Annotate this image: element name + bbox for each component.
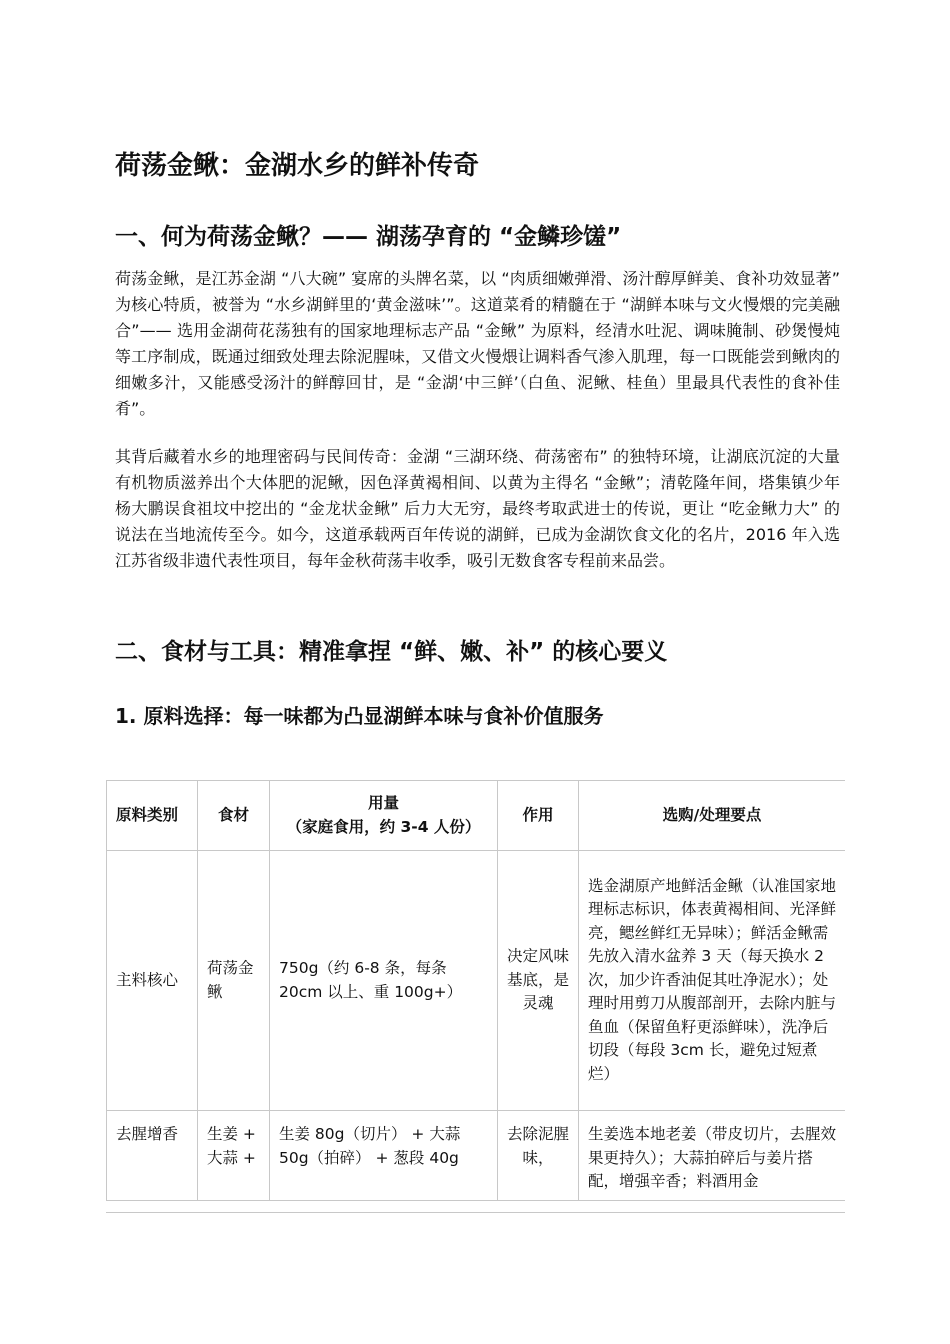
header-purpose: 作用	[498, 781, 579, 851]
cell-tips: 选金湖原产地鲜活金鳅（认准国家地理标志标识，体表黄褐相间、光泽鲜亮，鳃丝鲜红无异味）；鲜活金鳅需先放入清水盆养 3 天（每天换水 2 次，加少许香油促其吐净泥水）；处理时用剪刀从腹部剖开，去除内脏与鱼血（保留鱼籽更添鲜味），洗净后切段（每段 3cm 长，避免过短煮烂）	[579, 851, 846, 1111]
cell-category: 去腥增香	[107, 1111, 198, 1201]
section-heading-ingredients: 二、食材与工具：精准拿捏 “鲜、嫩、补” 的核心要义	[115, 639, 668, 665]
table-row	[107, 851, 846, 1111]
header-amount	[270, 781, 498, 851]
table-header-row	[107, 781, 846, 851]
cell-amount: 750g（约 6-8 条，每条 20cm 以上、重 100g+）	[270, 851, 498, 1111]
cell-purpose: 决定风味基底，是灵魂	[498, 851, 579, 1111]
cell-ingredient: 荷荡金鳅	[198, 851, 270, 1111]
section-heading-what-is: 一、何为荷荡金鳅？—— 湖荡孕育的 “金鳞珍馐”	[115, 224, 622, 250]
ingredients-table	[106, 780, 845, 1201]
page-title: 荷荡金鳅：金湖水乡的鲜补传奇	[115, 151, 480, 181]
cell-ingredient: 生姜 + 大蒜 +	[198, 1111, 270, 1201]
header-ingredient: 食材	[198, 781, 270, 851]
subsection-heading-raw-materials: 1. 原料选择：每一味都为凸显湖鲜本味与食补价值服务	[115, 704, 604, 728]
table-row	[107, 1111, 846, 1201]
legend-paragraph: 其背后藏着水乡的地理密码与民间传奇：金湖 “三湖环绕、荷荡密布” 的独特环境，让湖底沉淀的大量有机物质滋养出个大体肥的泥鳅，因色泽黄褐相间、以黄为主得名 “金鳅”；清乾隆年间，塔集镇少年杨大鹏误食祖坟中挖出的 “金龙状金鳅” 后力大无穷，最终考取武进士的传说，更让 “吃金鳅力大” 的说法在当地流传至今。如今，这道承载两百年传说的湖鲜，已成为金湖饮食文化的名片，2016 年入选江苏省级非遗代表性项目，每年金秋荷荡丰收季，吸引无数食客专程前来品尝。	[115, 447, 840, 570]
cell-amount: 生姜 80g（切片） + 大蒜 50g（拍碎） + 葱段 40g	[270, 1111, 498, 1201]
header-category: 原料类别	[107, 781, 198, 851]
header-tips: 选购/处理要点	[579, 781, 846, 851]
header-amount-line2: （家庭食用，约 3-4 人份）	[286, 817, 481, 836]
header-amount-line1: 用量	[367, 794, 399, 812]
intro-paragraph: 荷荡金鳅，是江苏金湖 “八大碗” 宴席的头牌名菜，以 “肉质细嫩弹滑、汤汁醇厚鲜美、食补功效显著” 为核心特质，被誉为 “水乡湖鲜里的‘黄金滋味’”。这道菜肴的精髓在于 “湖鲜本味与文火慢煨的完美融合”—— 选用金湖荷花荡独有的国家地理标志产品 “金鳅” 为原料，经清水吐泥、调味腌制、砂煲慢炖等工序制成，既通过细致处理去除泥腥味，又借文火慢煨让调料香气渗入肌理，每一口既能尝到鳅肉的细嫩多汁，又能感受汤汁的鲜醇回甘，是 “金湖‘中三鲜’（白鱼、泥鳅、桂鱼）里最具代表性的食补佳肴”。	[115, 269, 840, 418]
cell-tips: 生姜选本地老姜（带皮切片，去腥效果更持久）；大蒜拍碎后与姜片搭配，增强辛香；料酒用金	[579, 1111, 846, 1201]
cell-purpose: 去除泥腥味，	[498, 1111, 579, 1201]
cell-category: 主料核心	[107, 851, 198, 1111]
ingredients-table-container	[106, 780, 845, 1213]
